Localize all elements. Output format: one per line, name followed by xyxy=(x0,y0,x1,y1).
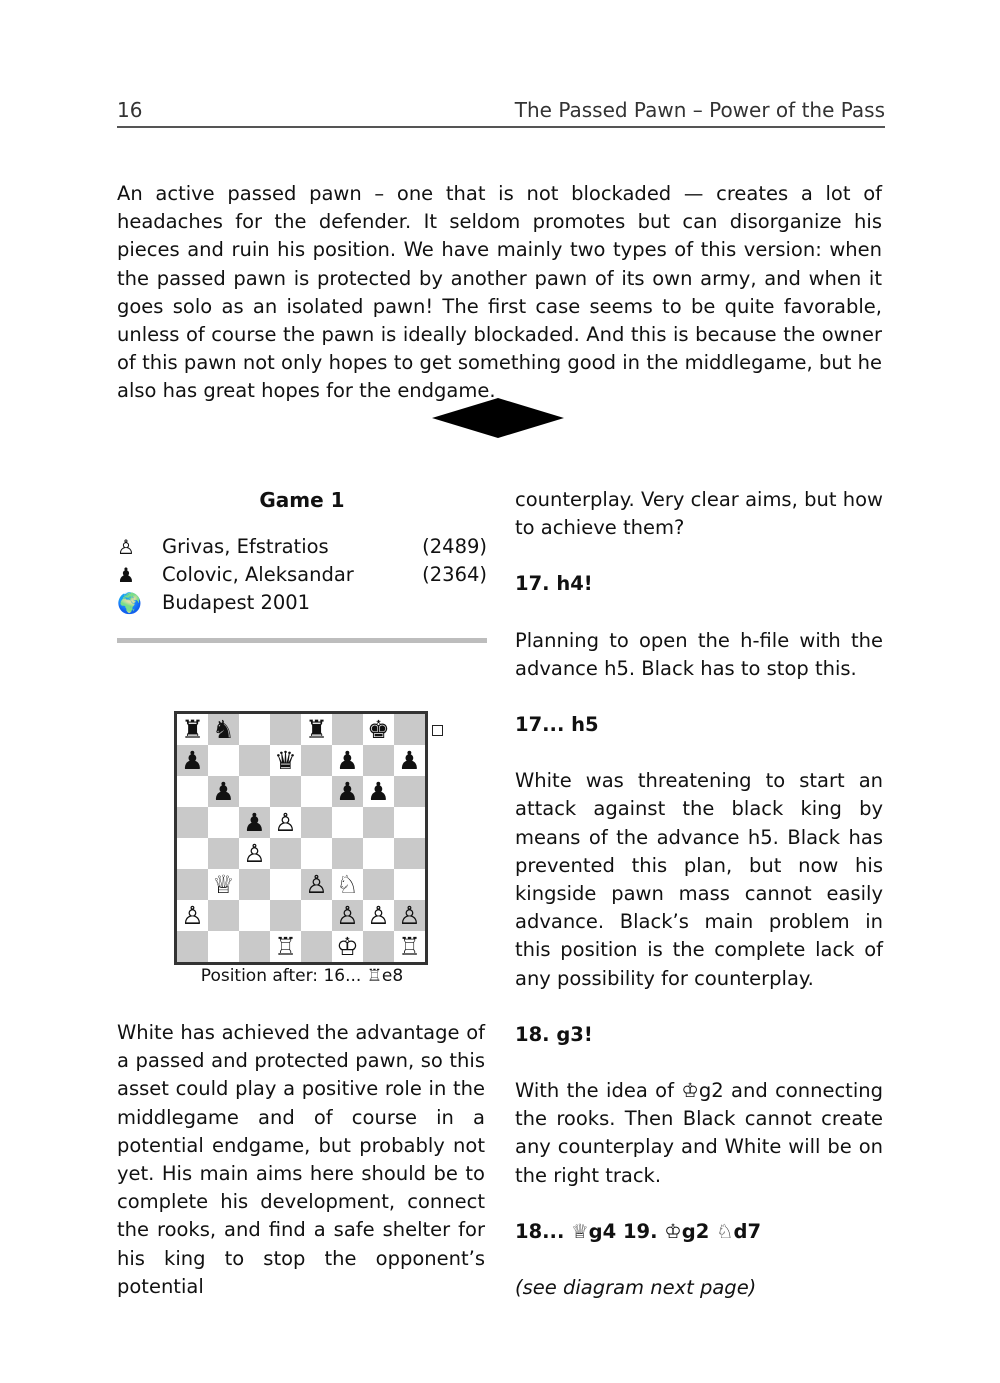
board-square xyxy=(208,745,239,776)
black-player-row xyxy=(117,561,487,589)
board-square xyxy=(332,838,363,869)
black-player-elo: (2364) xyxy=(422,563,487,587)
board-square xyxy=(301,838,332,869)
board-square xyxy=(394,869,425,900)
board-square xyxy=(301,931,332,962)
board-square xyxy=(177,807,208,838)
board-square: ♙ xyxy=(239,838,270,869)
board-square: ♛ xyxy=(270,745,301,776)
board-square xyxy=(301,745,332,776)
board-square: ♟ xyxy=(177,745,208,776)
move-heading: 18. g3! xyxy=(515,1022,593,1046)
board-square: ♟ xyxy=(332,776,363,807)
board-square: ♙ xyxy=(177,900,208,931)
board-square: ♙ xyxy=(270,807,301,838)
board-square xyxy=(239,714,270,745)
board-square: ♙ xyxy=(394,900,425,931)
board-square xyxy=(270,869,301,900)
page-number: 16 xyxy=(117,98,143,122)
paragraph: Planning to open the h-file with the advance h5. Black has to stop this. xyxy=(515,628,883,680)
move-heading: 17... h5 xyxy=(515,713,599,737)
board-square xyxy=(239,900,270,931)
game-info xyxy=(117,486,487,643)
see-next-page-note: (see diagram next page) xyxy=(515,1276,757,1300)
white-player-name: Grivas, Efstratios xyxy=(162,535,329,559)
board-square: ♞ xyxy=(208,714,239,745)
board-square xyxy=(270,714,301,745)
board-square: ♚ xyxy=(363,714,394,745)
board-square xyxy=(301,807,332,838)
intro-paragraph: An active passed pawn – one that is not blockaded — creates a lot of headaches for the defender. It seldom promotes but can disorganize his pieces and ruin his position. We have mainly two types of this version: when the passed pawn is protected by another pawn of its own army, and when it goes solo as an isolated pawn! The first case seems to be quite favorable, unless of course the pawn is ideally blockaded. And this is because the owner of this pawn not only hopes to get something good in the middlegame, but he also has great hopes for the endgame. xyxy=(117,182,882,403)
paragraph: White was threatening to start an attack against the black king by means of the advance h5. Black has prevented this plan, but now his kingside pawn mass cannot easily advance. Black’s main problem in this position is the complete lack of any possibility for counterplay. xyxy=(515,769,883,990)
board-square xyxy=(270,776,301,807)
board-square xyxy=(332,807,363,838)
board-square xyxy=(363,869,394,900)
board-square xyxy=(208,807,239,838)
board-square xyxy=(301,776,332,807)
board-square xyxy=(208,838,239,869)
board-square: ♙ xyxy=(363,900,394,931)
board-square: ♙ xyxy=(332,900,363,931)
board-square: ♜ xyxy=(301,714,332,745)
chapter-title: The Passed Pawn – Power of the Pass xyxy=(514,98,885,122)
white-player-row xyxy=(117,533,487,561)
board-square xyxy=(363,745,394,776)
white-player-elo: (2489) xyxy=(422,535,487,559)
board-square xyxy=(332,714,363,745)
black-pawn-icon: ♟ xyxy=(117,563,135,588)
left-body-text: White has achieved the advantage of a passed and protected pawn, so this asset could play a positive role in the middlegame and of course in a potential endgame, but probably not yet. His main aims here should be to complete his development, connect the rooks, and find a safe shelter for his king to stop the opponent’s potential xyxy=(117,1021,485,1298)
board-square xyxy=(239,745,270,776)
globe-icon: 🌍 xyxy=(117,591,142,616)
diagram-caption: Position after: 16... ♖e8 xyxy=(200,966,404,986)
board-square xyxy=(177,776,208,807)
board-square: ♟ xyxy=(208,776,239,807)
board-square xyxy=(394,714,425,745)
section-rule xyxy=(117,638,487,643)
game-title: Game 1 xyxy=(259,488,345,512)
page-header xyxy=(117,96,885,128)
section-divider-diamond-icon xyxy=(430,397,566,439)
board-square xyxy=(301,900,332,931)
board-square: ♜ xyxy=(177,714,208,745)
board-square xyxy=(394,838,425,869)
board-square xyxy=(363,838,394,869)
board-square xyxy=(363,931,394,962)
board-square xyxy=(177,931,208,962)
white-to-move-indicator xyxy=(432,725,443,736)
board-square: ♙ xyxy=(301,869,332,900)
board-square xyxy=(270,900,301,931)
board-square xyxy=(239,931,270,962)
board-square xyxy=(177,838,208,869)
paragraph: counterplay. Very clear aims, but how to achieve them? xyxy=(515,488,883,540)
board-square: ♖ xyxy=(394,931,425,962)
board-square: ♟ xyxy=(239,807,270,838)
board-square xyxy=(394,776,425,807)
board-square xyxy=(208,931,239,962)
event-row xyxy=(117,589,487,617)
board-square: ♟ xyxy=(363,776,394,807)
board-square: ♔ xyxy=(332,931,363,962)
paragraph: With the idea of ♔g2 and connecting the rooks. Then Black cannot create any counterplay and White will be on the right track. xyxy=(515,1079,883,1187)
board-square xyxy=(208,900,239,931)
chess-board xyxy=(174,711,428,965)
right-column xyxy=(515,486,883,1330)
board-square xyxy=(239,776,270,807)
event-name: Budapest 2001 xyxy=(162,591,311,615)
board-square xyxy=(239,869,270,900)
board-square: ♟ xyxy=(394,745,425,776)
move-heading: 17. h4! xyxy=(515,572,593,596)
white-pawn-icon: ♙ xyxy=(117,535,135,560)
board-square xyxy=(363,807,394,838)
black-player-name: Colovic, Aleksandar xyxy=(162,563,354,587)
board-square: ♟ xyxy=(332,745,363,776)
move-heading: 18... ♕g4 19. ♔g2 ♘d7 xyxy=(515,1219,762,1243)
board-square xyxy=(177,869,208,900)
board-square: ♖ xyxy=(270,931,301,962)
board-square: ♕ xyxy=(208,869,239,900)
board-square: ♘ xyxy=(332,869,363,900)
board-square xyxy=(394,807,425,838)
board-square xyxy=(270,838,301,869)
